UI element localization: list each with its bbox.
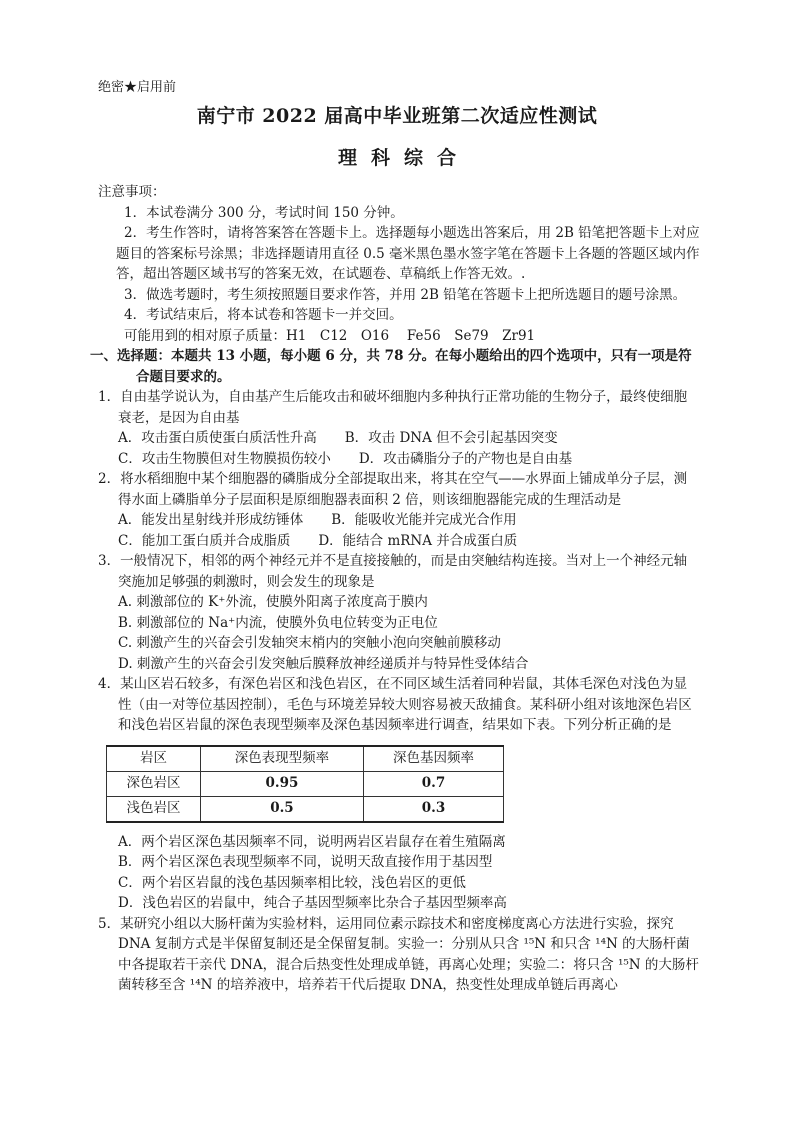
data-table [106,745,504,823]
option: A. 刺激部位的 K⁺外流，使膜外阳离子浓度高于膜内 [118,594,428,610]
table-cell: 浅色岩区 [107,796,201,822]
question-stem: 5．某研究小组以大肠杆菌为实验材料，运用同位素示踪技术和密度梯度离心方法进行实验，探究 DNA 复制方式是半保留复制还是全保留复制。实验一：分别从只含 ¹⁵N 和只含 ¹⁴N 的大肠杆菌中各提取若干亲代 DNA，混合后热变性处理成单链，再离心处理；实验二：将只含 ¹⁵N 的大肠杆菌转移至含 ¹⁴N 的培养液中，培养若干代后提取 DNA，热变性处理成单链后再离心 [98,915,699,993]
table-row [107,796,504,822]
option: A．两个岩区深色基因频率不同，说明两岩区岩鼠存在着生殖隔离 [118,833,506,850]
table-cell: 深色岩区 [107,771,201,796]
note-item: 3．做选考题时，考生须按照题目要求作答，并用 2B 铅笔在答题卡上把所选题目的题号涂黑。 [124,286,687,303]
table-header-row [107,746,504,772]
table-header: 深色表现型频率 [200,746,363,772]
atomic-masses: 可能用到的相对原子质量：H1 C12 O16 Fe56 Se79 Zr91 [124,327,536,344]
table-cell: 0.95 [200,771,363,796]
options-row [98,449,700,470]
option: A．攻击蛋白质使蛋白质活性升高 [118,430,317,446]
exam-subtitle: 理科综合 [337,147,470,169]
option: C．能加工蛋白质并合成脂质 [118,532,291,549]
section-heading: 一、选择题：本题共 13 小题，每小题 6 分，共 78 分。在每小题给出的四个选项中，只有一项是符合题目要求的。 [90,348,692,385]
question-stem: 4．某山区岩石较多，有深色岩区和浅色岩区，在不同区域生活着同种岩鼠，其体毛深色对浅色为显性（由一对等位基因控制），毛色与环境差异较大则容易被天敌捕食。某科研小组对该地深色岩区和浅色岩区岩鼠的深色表现型频率及深色基因频率进行调查，结果如下表。下列分析正确的是 [98,676,692,733]
option: D．能结合 mRNA 并合成蛋白质 [318,532,518,549]
option: D．浅色岩区的岩鼠中，纯合子基因型频率比杂合子基因型频率高 [118,895,507,911]
option: C. 刺激产生的兴奋会引发轴突末梢内的突触小泡向突触前膜移动 [118,635,501,651]
question-stem: 1．自由基学说认为，自由基产生后能攻击和破坏细胞内多种执行正常功能的生物分子，最终使细胞衰老，是因为自由基 [98,389,688,426]
question-stem: 2．将水稻细胞中某个细胞器的磷脂成分全部提取出来，将其在空气——水界面上铺成单分子层，测得水面上磷脂单分子层面积是原细胞器表面积 2 倍，则该细胞器能完成的生理活动是 [98,471,688,508]
table-row [107,771,504,796]
note-item: 2．考生作答时，请将答案答在答题卡上。选择题每小题选出答案后，用 2B 铅笔把答题卡上对应题目的答案标号涂黑；非选择题请用直径 0.5 毫米黑色墨水签字笔在答题卡上各题的答题区域内作答，超出答题区域书写的答案无效，在试题卷、草稿纸上作答无效。. [116,225,700,282]
option: B．两个岩区深色表现型频率不同，说明天敌直接作用于基因型 [118,854,493,870]
options-row [98,510,700,531]
option: A．能发出星射线并形成纺锤体 [118,512,304,528]
option: C．两个岩区岩鼠的浅色基因频率相比较，浅色岩区的更低 [118,874,466,891]
note-item: 1．本试卷满分 300 分，考试时间 150 分钟。 [124,204,404,221]
table-cell: 0.3 [363,796,503,822]
confidential-label: 绝密★启用前 [98,80,177,95]
option: B．攻击 DNA 但不会引起基因突变 [344,430,558,446]
question-stem: 3．一般情况下，相邻的两个神经元并不是直接接触的，而是由突触结构连接。当对上一个神经元轴突施加足够强的刺激时，则会发生的现象是 [98,553,688,590]
note-item: 4．考试结束后，将本试卷和答题卡一并交回。 [124,307,403,323]
table-cell: 0.7 [363,771,503,796]
options-row [98,428,700,449]
option: D．攻击磷脂分子的产物也是自由基 [358,450,573,467]
exam-body [90,182,700,996]
option: D. 刺激产生的兴奋会引发突触后膜释放神经递质并与特异性受体结合 [118,655,529,672]
table-header: 深色基因频率 [363,746,503,772]
option: C．攻击生物膜但对生物膜损伤较小 [118,450,331,467]
notes-heading: 注意事项： [98,184,166,200]
table-header: 岩区 [107,746,201,772]
options-row [98,531,700,552]
table-cell: 0.5 [200,796,363,822]
option: B. 刺激部位的 Na⁺内流，使膜外负电位转变为正电位 [118,614,438,631]
option: B．能吸收光能并完成光合作用 [331,512,517,528]
exam-title: 南宁市 2022 届高中毕业班第二次适应性测试 [196,105,598,127]
